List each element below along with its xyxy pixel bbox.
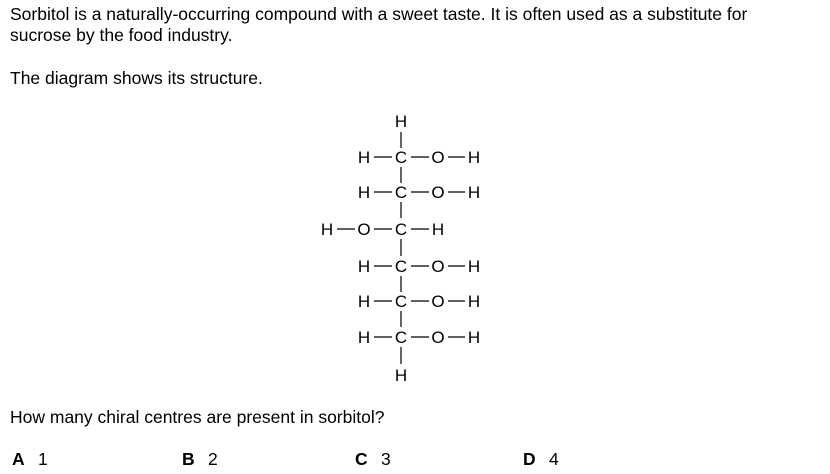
atom-c: C — [394, 220, 408, 239]
option-value: 2 — [208, 449, 218, 469]
answer-option-c[interactable] — [355, 449, 391, 470]
atom-o: O — [431, 183, 445, 202]
atom-h: H — [357, 292, 371, 311]
atom-h-top: H — [394, 112, 408, 131]
atom-c: C — [394, 292, 408, 311]
question-text: How many chiral centres are present in sorbitol? — [10, 407, 385, 427]
atom-h: H — [467, 183, 481, 202]
atom-h: H — [357, 328, 371, 347]
atom-o: O — [431, 257, 445, 276]
option-value: 1 — [38, 449, 48, 469]
atom-h: H — [357, 183, 371, 202]
atom-h: H — [467, 148, 481, 167]
atom-o: O — [357, 220, 371, 239]
option-value: 3 — [381, 449, 391, 469]
option-value: 4 — [549, 449, 559, 469]
atom-h-bottom: H — [394, 366, 408, 385]
atom-o: O — [431, 328, 445, 347]
atom-h: H — [467, 257, 481, 276]
atom-o: O — [431, 292, 445, 311]
atom-h: H — [320, 220, 334, 239]
atom-h: H — [357, 148, 371, 167]
atom-h: H — [467, 328, 481, 347]
intro-text-line-2: sucrose by the food industry. — [10, 25, 233, 45]
atom-c: C — [394, 183, 408, 202]
option-letter: C — [355, 449, 368, 469]
atom-c: C — [394, 328, 408, 347]
atom-h: H — [357, 257, 371, 276]
atom-h: H — [467, 292, 481, 311]
diagram-caption: The diagram shows its structure. — [10, 68, 263, 88]
atom-h: H — [431, 220, 445, 239]
answer-option-b[interactable] — [182, 449, 218, 470]
intro-text-line-1: Sorbitol is a naturally-occurring compound with a sweet taste. It is often used as a substitute for — [10, 4, 748, 24]
atom-c: C — [394, 257, 408, 276]
option-letter: D — [523, 449, 536, 469]
answer-option-d[interactable] — [523, 449, 559, 470]
option-letter: B — [182, 449, 195, 469]
option-letter: A — [12, 449, 25, 469]
atom-c: C — [394, 148, 408, 167]
atom-o: O — [431, 148, 445, 167]
answer-option-a[interactable] — [12, 449, 48, 470]
